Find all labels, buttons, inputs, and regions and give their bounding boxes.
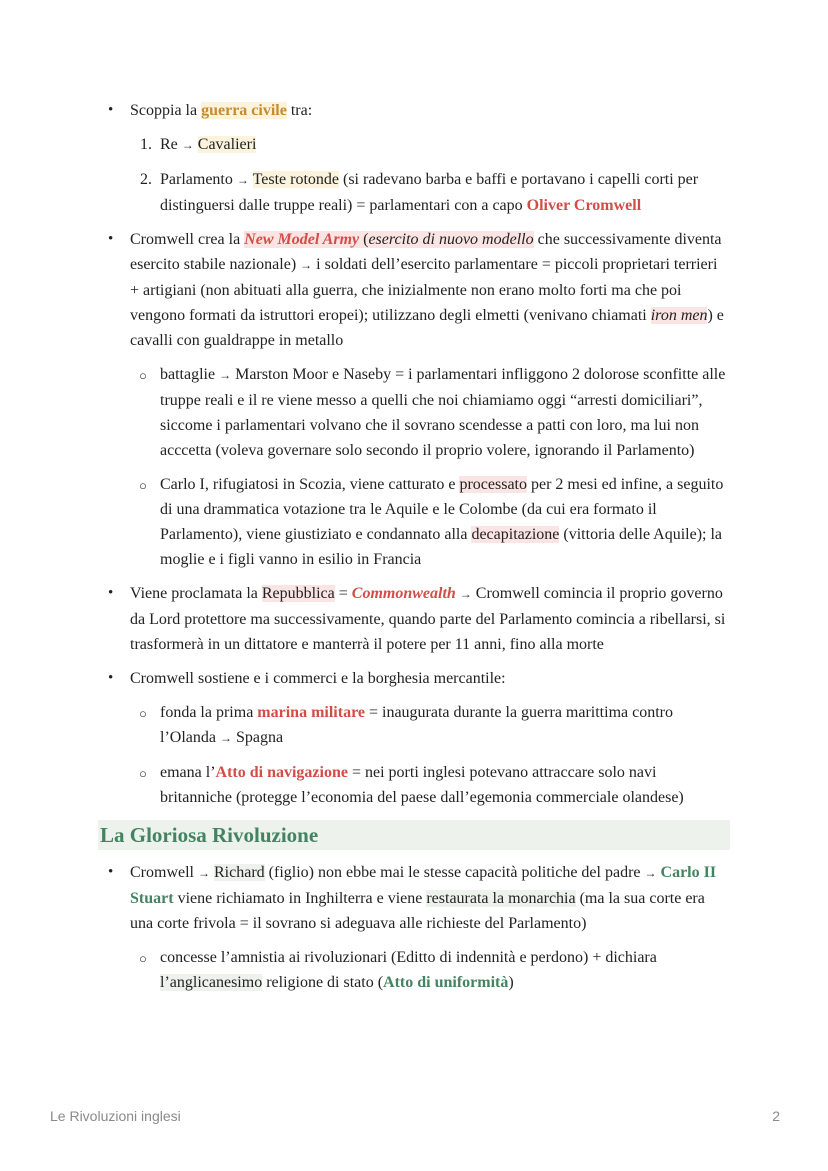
arrow-icon: →	[644, 866, 657, 880]
highlight-iron-men: iron men	[650, 307, 708, 324]
list-item-re: 1. Re → Cavalieri	[140, 136, 257, 153]
arrow-icon: →	[219, 731, 232, 745]
sub-item-carlo-i: ○ Carlo I, rifugiatosi in Scozia, viene catturato e processato per 2 mesi ed infine, a seguito di una drammatica votazione tra le Aquile e le Colombe (da cui era formato il Parlamento), viene giustiziato e condannato alla decapitazione (vittoria delle Aquile); la moglie e i figli vanno in esilio in Francia	[130, 472, 730, 572]
name-oliver-cromwell: Oliver Cromwell	[526, 197, 642, 214]
main-list	[100, 98, 730, 810]
footer-title: Le Rivoluzioni inglesi	[50, 1108, 181, 1124]
section-heading: La Gloriosa Rivoluzione	[98, 820, 730, 850]
bullet-icon: •	[108, 231, 114, 247]
list-item-richard: • Cromwell → Richard (figlio) non ebbe mai le stesse capacità politiche del padre → Carlo II Stuart viene richiamato in Inghilterra e viene restaurata la monarchia (ma la sua corte era una corte frivola = il sovrano si adeguava alle richieste del Parlamento) ○ concesse l’amnistia ai rivoluzionari (Editto di indennità e perdono) + dichiara l’anglicanesimo religione di stato (Atto di uniformità)	[100, 860, 730, 995]
sub-list	[130, 945, 730, 995]
bullet-icon: •	[108, 670, 114, 686]
circle-bullet-icon: ○	[139, 706, 147, 721]
highlight-guerra-civile: guerra civile	[201, 102, 287, 119]
arrow-icon: →	[459, 587, 472, 601]
page-number: 2	[772, 1108, 780, 1124]
highlight-cavalieri: Cavalieri	[197, 136, 257, 153]
list-item-commerci: • Cromwell sostiene e i commerci e la borghesia mercantile: ○ fonda la prima marina militare = inaugurata durante la guerra marittima contro l’Olanda → Spagna ○ emana l’Atto di navigazione = nei porti inglesi potevano attraccare solo navi britanniche (protegge l’economia del paese dall’egemonia commerciale olandese)	[100, 666, 730, 810]
highlight-atto-uniformita: Atto di uniformità	[383, 974, 509, 991]
highlight-new-model-army: New Model Army	[244, 231, 360, 248]
sub-item-amnistia: ○ concesse l’amnistia ai rivoluzionari (Editto di indennità e perdono) + dichiara l’anglicanesimo religione di stato (Atto di uniformità)	[130, 945, 730, 995]
sub-item-atto-navigazione: ○ emana l’Atto di navigazione = nei porti inglesi potevano attraccare solo navi britanniche (protegge l’economia del paese dall’egemonia commerciale olandese)	[130, 760, 730, 810]
circle-bullet-icon: ○	[139, 951, 147, 966]
list-item-repubblica: • Viene proclamata la Repubblica = Commonwealth → Cromwell comincia il proprio governo da Lord protettore ma successivamente, quando parte del Parlamento comincia a ribellarsi, si trasformerà in un dittatore e manterrà il potere per 11 anni, fino alla morte	[100, 581, 730, 657]
bullet-icon: •	[108, 864, 114, 880]
highlight-atto-navigazione: Atto di navigazione	[215, 764, 348, 781]
arrow-icon: →	[236, 173, 249, 187]
list-item-parlamento: 2. Parlamento → Teste rotonde (si radevano barba e baffi e portavano i capelli corti per distinguersi dalle truppe reali) = parlamentari con a capo Oliver Cromwell	[140, 171, 699, 214]
arrow-icon: →	[300, 258, 313, 272]
sub-list	[130, 700, 730, 810]
highlight-richard: Richard	[214, 864, 265, 881]
bullet-icon: •	[108, 585, 114, 601]
highlight-commonwealth: Commonwealth	[351, 585, 456, 602]
highlight-anglicanesimo: l’anglicanesimo	[160, 974, 263, 991]
highlight-repubblica: Repubblica	[261, 585, 335, 602]
highlight-teste-rotonde: Teste rotonde	[252, 171, 339, 188]
highlight-decapitazione: decapitazione	[471, 526, 560, 543]
sub-item-battaglie: ○ battaglie → Marston Moor e Naseby = i parlamentari infliggono 2 dolorose sconfitte alle truppe reali e il re viene messo a quelli che noi chiamiamo oggi “arresti domiciliari”, siccome i parlamentari volvano che il sovrano scendesse a patti con loro, ma lui non acccetta (voleva governare solo secondo il proprio volere, ignorando il Parlamento)	[130, 362, 730, 463]
factions-list	[130, 132, 730, 218]
arrow-icon: →	[181, 138, 194, 152]
arrow-icon: →	[198, 866, 210, 880]
bullet-icon: •	[108, 102, 114, 118]
name-carlo-ii-stuart: Carlo II Stuart	[130, 864, 717, 907]
highlight-restaurata-monarchia: restaurata la monarchia	[426, 890, 576, 907]
list-item-new-model-army: • Cromwell crea la New Model Army (esercito di nuovo modello che successivamente diventa esercito stabile nazionale) → i soldati dell’esercito parlamentare = piccoli proprietari terrieri + artigiani (non abituati alla guerra, che inizialmente non erano molto forti ma che poi vengono formati da istruttori eropei); utilizzano degli elmetti (venivano chiamati iron men) e cavalli con gualdrappe in metallo ○ battaglie → Marston Moor e Naseby = i parlamentari infliggono 2 dolorose sconfitte alle truppe reali e il re viene messo a quelli che noi chiamiamo oggi “arresti domiciliari”, siccome i parlamentari volvano che il sovrano scendesse a patti con loro, ma lui non acccetta (voleva governare solo secondo il proprio volere, ignorando il Parlamento) ○ Carlo I, rifugiatosi in Scozia, viene catturato e processato per 2 mesi ed infine, a seguito di una drammatica votazione tra le Aquile e le Colombe (da cui era formato il Parlamento), viene giustiziato e condannato alla decapitazione (vittoria delle Aquile); la moglie e i figli vanno in esilio in Francia	[100, 227, 730, 572]
sub-list	[130, 362, 730, 572]
circle-bullet-icon: ○	[139, 478, 147, 493]
highlight-marina-militare: marina militare	[257, 704, 365, 721]
sub-item-marina: ○ fonda la prima marina militare = inaugurata durante la guerra marittima contro l’Olanda → Spagna	[130, 700, 730, 751]
page-content	[100, 98, 730, 1004]
glorious-list	[100, 860, 730, 995]
highlight-processato: processato	[459, 476, 527, 493]
arrow-icon: →	[219, 368, 232, 382]
circle-bullet-icon: ○	[139, 766, 147, 781]
circle-bullet-icon: ○	[139, 368, 147, 383]
list-item-civil-war: • Scoppia la guerra civile tra: 1. Re → Cavalieri 2. Parlamento → Teste rotonde (si radevano barba e baffi e portavano i capelli corti per distinguersi dalle truppe reali) = parlamentari con a capo Oliver Cromwell	[100, 98, 730, 218]
